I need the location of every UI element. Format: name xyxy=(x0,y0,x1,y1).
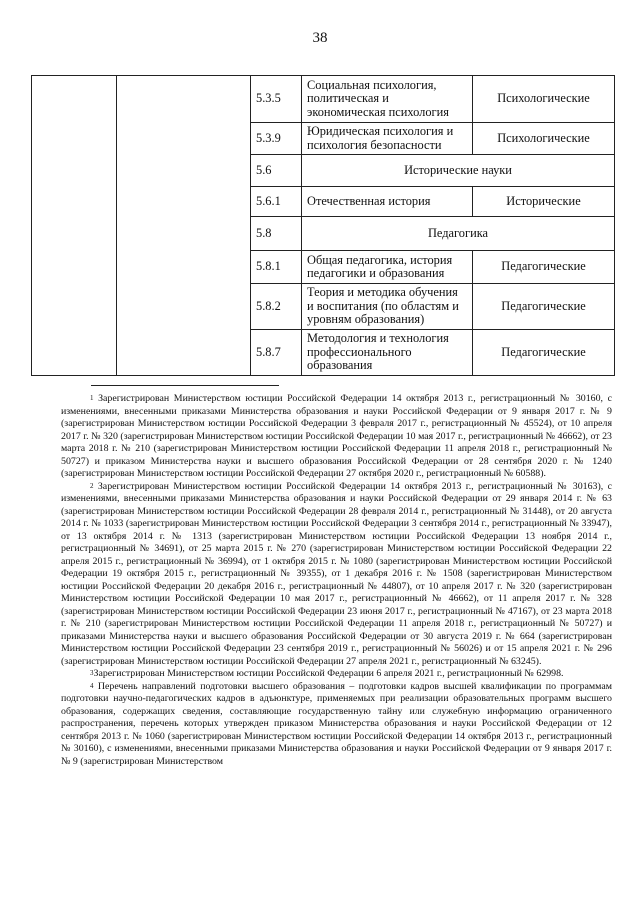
row-kind: Психологические xyxy=(473,76,615,123)
row-code: 5.8.1 xyxy=(251,251,302,284)
footnote-text: Перечень направлений подготовки высшего образования – подготовки кадров высшей квалификации по программам подготовки научно-педагогических кадров в адъюнктуре, применяемых при реализации образовательных программ высшего образования, содержащих сведения, составляющие государственную тайну или служебную информацию ограниченного распространения, перечень которых утвержден приказом Министерства образования и науки Российской Федерации от 12 сентября 2013 г. № 1060 (зарегистрирован Министерством юстиции Российской Федерации 14 октября 2013 г., регистрационный № 30160), с изменениями, внесенными приказами Министерства образования и науки Российской Федерации от 9 января 2017 г. № 9 (зарегистрирован Министерством xyxy=(61,680,612,767)
blank-cell-2 xyxy=(117,76,251,376)
row-kind: Педагогические xyxy=(473,284,615,330)
row-code: 5.6.1 xyxy=(251,187,302,217)
footnote-text: Зарегистрирован Министерством юстиции Российской Федерации 14 октября 2013 г., регистрационный № 30160, с изменениями, внесенными приказами Министерства образования и науки Российской Федерации от 9 января 2017 г. № 9 (зарегистрирован Министерством юстиции Российской Федерации 3 февраля 2017 г., регистрационный № 45524), от 10 апреля 2017 г. № 320 (зарегистрирован Министерством юстиции Российской Федерации 10 мая 2017 г., регистрационный № 46662), от 23 марта 2018 г. № 210 (зарегистрирован Министерством юстиции Российской Федерации 11 апреля 2018 г., регистрационный № 50727) и приказом Министерства науки и высшего образования Российской Федерации от 28 сентября 2020 г. № 1240 (зарегистрирован Министерством юстиции Российской Федерации 27 октября 2020 г., регистрационный № 60588). xyxy=(61,393,612,479)
row-name: Юридическая психология и психология безопасности xyxy=(302,123,473,155)
row-code: 5.8 xyxy=(251,217,302,251)
footnotes xyxy=(61,393,612,768)
group-heading: Педагогика xyxy=(302,217,615,251)
row-kind: Педагогические xyxy=(473,251,615,284)
row-code: 5.3.5 xyxy=(251,76,302,123)
row-code: 5.3.9 xyxy=(251,123,302,155)
row-code: 5.8.2 xyxy=(251,284,302,330)
footnote-mark: 4 xyxy=(90,681,94,690)
row-kind: Педагогические xyxy=(473,330,615,376)
footnote-mark: 1 xyxy=(90,394,94,402)
footnote xyxy=(61,481,612,669)
row-name: Отечественная история xyxy=(302,187,473,217)
row-name: Общая педагогика, история педагогики и образования xyxy=(302,251,473,284)
page-number: 38 xyxy=(312,30,328,46)
row-name: Теория и методика обучения и воспитания (по областям и уровням образования) xyxy=(302,284,473,330)
footnote-divider xyxy=(91,385,279,386)
row-code: 5.6 xyxy=(251,155,302,187)
specialties-table xyxy=(31,75,615,376)
footnote-mark: 3 xyxy=(90,669,94,677)
table-row xyxy=(32,76,615,123)
row-kind: Психологические xyxy=(473,123,615,155)
blank-cell-1 xyxy=(32,76,117,376)
footnote-text: Зарегистрирован Министерством юстиции Российской Федерации 14 октября 2013 г., регистрационный № 30163), с изменениями, внесенными приказами Министерства образования и науки Российской Федерации от 29 января 2014 г. № 63 (зарегистрирован Министерством юстиции Российской Федерации 28 февраля 2014 г., регистрационный № 31448), от 20 августа 2014 г. № 1033 (зарегистрирован Министерством юстиции Российской Федерации 3 сентября 2014 г., регистрационный № 33947), от 13 октября 2014 г. № 1313 (зарегистрирован Министерством юстиции Российской Федерации 13 ноября 2014 г., регистрационный № 34691), от 25 марта 2015 г. № 270 (зарегистрирован Министерством юстиции Российской Федерации 22 апреля 2015 г., регистрационный № 36994), от 1 октября 2015 г. № 1080 (зарегистрирован Министерством юстиции Российской Федерации 19 октября 2015 г., регистрационный № 39355), от 1 декабря 2016 г. № 1508 (зарегистрирован Министерством юстиции Российской Федерации 20 декабря 2016 г., регистрационный № 44807), от 10 апреля 2017 г. № 320 (зарегистрирован Министерством юстиции Российской Федерации 10 мая 2017 г., регистрационный № 46662), от 11 апреля 2017 г. № 328 (зарегистрирован Министерством юстиции Российской Федерации 23 июня 2017 г., регистрационный № 47167), от 23 марта 2018 г. № 210 (зарегистрирован Министерством юстиции Российской Федерации 11 апреля 2018 г., регистрационный № 50727) и приказами Министерства науки и высшего образования Российской Федерации от 30 августа 2019 г. № 664 (зарегистрирован Министерством юстиции Российской Федерации 23 сентября 2019 г., регистрационный № 56026) и от 15 апреля 2021 г. № 296 (зарегистрирован Министерством юстиции Российской Федерации 27 апреля 2021 г., регистрационный № 63245). xyxy=(61,480,612,667)
footnote-mark: 2 xyxy=(90,481,94,490)
footnote xyxy=(61,393,612,481)
row-code: 5.8.7 xyxy=(251,330,302,376)
row-name: Социальная психология, политическая и экономическая психология xyxy=(302,76,473,123)
group-heading: Исторические науки xyxy=(302,155,615,187)
row-kind: Исторические xyxy=(473,187,615,217)
footnote xyxy=(61,668,612,681)
footnote xyxy=(61,681,612,769)
row-name: Методология и технология профессионального образования xyxy=(302,330,473,376)
footnote-text: Зарегистрирован Министерством юстиции Российской Федерации 6 апреля 2021 г., регистрационный № 62998. xyxy=(93,668,564,679)
